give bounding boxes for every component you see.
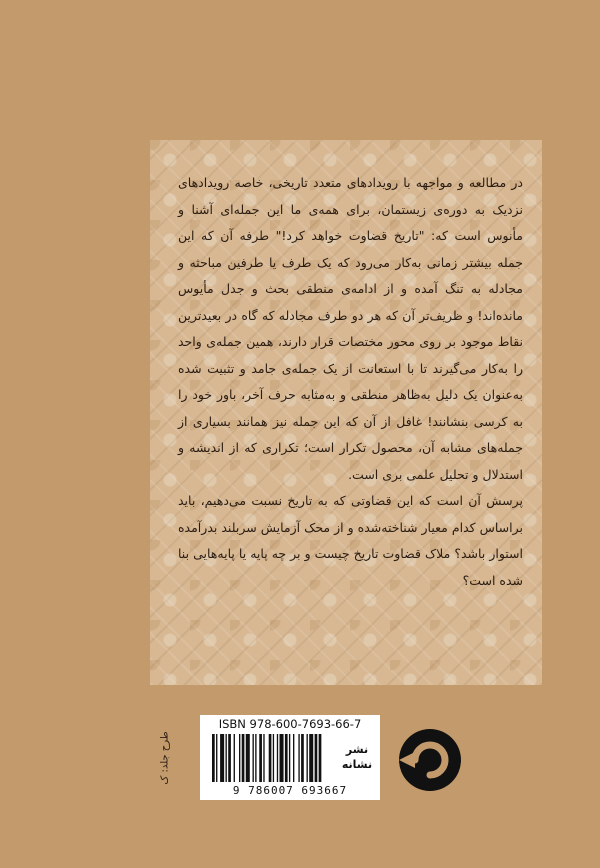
barcode-bar — [280, 734, 284, 782]
barcode-bar — [298, 734, 299, 782]
back-cover-blurb — [178, 170, 523, 594]
barcode-bar — [263, 734, 264, 782]
isbn-label: ISBN 978-600-7693-66-7 — [218, 717, 362, 731]
publisher-name-line-1: نشر — [345, 743, 369, 756]
barcode-bar — [315, 734, 318, 782]
barcode-bar — [226, 734, 227, 782]
barcode-bar — [293, 734, 294, 782]
barcode-bar — [307, 734, 308, 782]
barcode-bar — [239, 734, 240, 782]
barcode-bar — [301, 734, 304, 782]
barcode-bar — [220, 734, 224, 782]
publisher-logo-icon — [395, 725, 465, 795]
publisher-name-line-2: نشانه — [341, 758, 373, 771]
barcode-bar — [277, 734, 278, 782]
barcode-bar — [234, 734, 235, 782]
barcode-bar — [246, 734, 250, 782]
barcode-bar — [228, 734, 231, 782]
barcode-digits: 9 786007 693667 — [232, 784, 348, 797]
barcode-bar — [212, 734, 215, 782]
barcode-bar — [273, 734, 274, 782]
barcode-bar — [216, 734, 217, 782]
cover-designer-credit — [150, 718, 180, 798]
barcode-bar — [269, 734, 272, 782]
barcode-bar — [255, 734, 256, 782]
barcode-bar — [253, 734, 254, 782]
publisher-name — [340, 742, 374, 772]
barcode-bar — [242, 734, 245, 782]
barcode-bar — [319, 734, 322, 782]
barcode-bar — [309, 734, 313, 782]
designer-credit-text: طرح جلد: ک — [159, 731, 171, 785]
barcode-bar — [285, 734, 288, 782]
blurb-paragraph-2: پرسش آن است که این قضاوتی که به تاریخ نسبت می‌دهیم، باید براساس کدام معیار شناخته‌شده و از محک آزمایش سربلند بدرآمده استوار باشد؟ ملاک قضاوت تاریخ چیست و بر چه پایه یا پایه‌هایی بنا شده است؟ — [178, 493, 523, 588]
barcode-bar — [259, 734, 262, 782]
barcode-bar — [289, 734, 290, 782]
blurb-paragraph-1: در مطالعه و مواجهه با رویدادهای متعدد تاریخی، خاصه رویدادهای نزدیک به دوره‌ی زیستمان، برای همه‌ی ما این جمله‌ای آشنا و مأنوس است که: "تاریخ قضاوت خواهد کرد!" طرفه آن که این جمله بیشتر زمانی به‌کار می‌رود که یک طرف یا طرفین مباحثه و مجادله به تنگ آمده و از ادامه‌ی منطقی بحث و جدل مأیوس مانده‌اند! و ظریف‌تر آن که هر دو طرف مجادله که گاه در بعیدترین نقاط موجود بر روی محور مختصات قرار دارند، همین جمله‌ی واحد را به‌کار می‌گیرند تا با استعانت از یک جمله‌ی جامد و تثبیت شده به‌عنوان یک دلیل به‌ظاهر منطقی و به‌مثابه حرف آخر، باور خود را به کرسی بنشانند! غافل از آن که این جمله نیز همانند بسیاری از جمله‌های مشابه آن، محصول تکرار است؛ تکراری که از اندیشه و استدلال و تحلیل علمی بری است. — [178, 175, 523, 482]
